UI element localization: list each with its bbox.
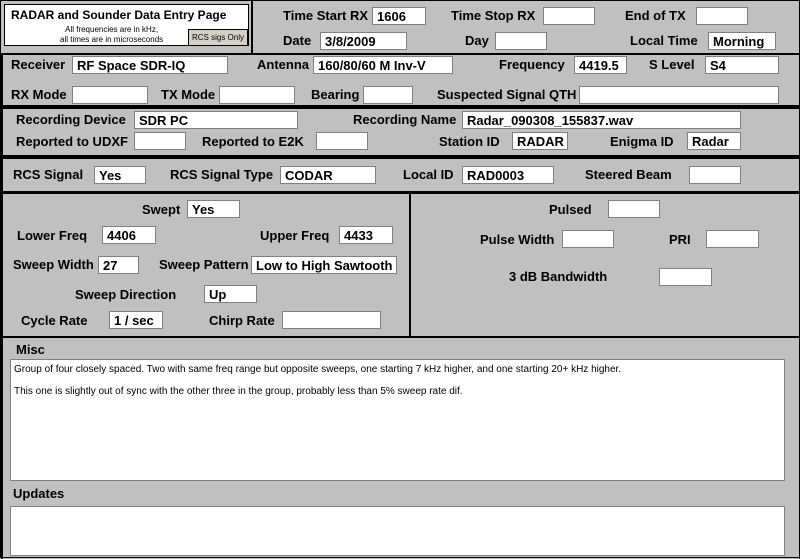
- pulse-width-label: Pulse Width: [480, 232, 555, 247]
- tx-mode-field[interactable]: [219, 86, 295, 104]
- swept-field[interactable]: Yes: [187, 200, 240, 218]
- e2k-field[interactable]: [316, 132, 368, 150]
- pulsed-field[interactable]: [608, 200, 660, 218]
- rx-mode-label: RX Mode: [11, 87, 67, 102]
- rcs-signal-label: RCS Signal: [13, 167, 84, 182]
- misc-line-2: This one is slightly out of sync with the other three in the group, probably less than 5% sweep rate dif.: [14, 386, 463, 397]
- recording-device-label: Recording Device: [16, 112, 126, 127]
- sweep-direction-label: Sweep Direction: [75, 287, 177, 302]
- title-panel: [4, 4, 249, 46]
- local-time-label: Local Time: [630, 33, 698, 48]
- pulse-width-field[interactable]: [562, 230, 614, 248]
- tx-mode-label: TX Mode: [161, 87, 216, 102]
- antenna-label: Antenna: [257, 57, 309, 72]
- udxf-label: Reported to UDXF: [16, 134, 128, 149]
- cycle-rate-label: Cycle Rate: [21, 313, 88, 328]
- pri-label: PRI: [669, 232, 691, 247]
- chirp-rate-label: Chirp Rate: [209, 313, 275, 328]
- qth-field[interactable]: [579, 86, 779, 104]
- misc-label: Misc: [16, 342, 45, 357]
- rx-mode-field[interactable]: [72, 86, 148, 104]
- updates-textarea[interactable]: [10, 506, 785, 556]
- date-field[interactable]: 3/8/2009: [320, 32, 407, 50]
- sweep-width-field[interactable]: 27: [98, 256, 139, 274]
- units-note: All frequencies are in kHz, all times are in microseconds: [60, 25, 164, 44]
- page-title: RADAR and Sounder Data Entry Page: [11, 8, 227, 22]
- enigma-id-field[interactable]: Radar: [687, 132, 741, 150]
- cycle-rate-field[interactable]: 1 / sec: [109, 311, 163, 329]
- bandwidth-label: 3 dB Bandwidth: [509, 269, 608, 284]
- lower-freq-label: Lower Freq: [17, 228, 88, 243]
- rcs-type-field[interactable]: CODAR: [280, 166, 376, 184]
- time-start-rx-label: Time Start RX: [283, 8, 369, 23]
- antenna-field[interactable]: 160/80/60 M Inv-V: [313, 56, 453, 74]
- receiver-field[interactable]: RF Space SDR-IQ: [72, 56, 228, 74]
- qth-label: Suspected Signal QTH: [437, 87, 577, 102]
- s-level-field[interactable]: S4: [705, 56, 779, 74]
- bandwidth-field[interactable]: [659, 268, 712, 286]
- lower-freq-field[interactable]: 4406: [102, 226, 156, 244]
- local-id-label: Local ID: [403, 167, 454, 182]
- misc-line-1: Group of four closely spaced. Two with same freq range but opposite sweeps, one starting 7 kHz higher, and one starting 20+ kHz higher.: [14, 364, 622, 375]
- time-stop-rx-field[interactable]: [543, 7, 595, 25]
- e2k-label: Reported to E2K: [202, 134, 304, 149]
- sweep-width-label: Sweep Width: [13, 257, 94, 272]
- bearing-field[interactable]: [363, 86, 413, 104]
- updates-label: Updates: [13, 486, 65, 501]
- time-start-rx-field[interactable]: 1606: [372, 7, 426, 25]
- date-label: Date: [283, 33, 312, 48]
- frequency-field[interactable]: 4419.5: [574, 56, 627, 74]
- end-of-tx-field[interactable]: [696, 7, 748, 25]
- frequency-label: Frequency: [499, 57, 565, 72]
- s-level-label: S Level: [649, 57, 695, 72]
- local-time-field[interactable]: Morning: [708, 32, 776, 50]
- pulsed-label: Pulsed: [549, 202, 592, 217]
- station-id-field[interactable]: RADAR: [512, 132, 568, 150]
- sweep-pattern-field[interactable]: Low to High Sawtooth: [251, 256, 397, 274]
- day-field[interactable]: [495, 32, 547, 50]
- steered-beam-label: Steered Beam: [585, 167, 672, 182]
- end-of-tx-label: End of TX: [625, 8, 686, 23]
- recording-device-field[interactable]: SDR PC: [134, 111, 298, 129]
- udxf-field[interactable]: [134, 132, 186, 150]
- steered-beam-field[interactable]: [689, 166, 741, 184]
- sweep-direction-field[interactable]: Up: [204, 285, 257, 303]
- recording-name-field[interactable]: Radar_090308_155837.wav: [462, 111, 741, 129]
- upper-freq-label: Upper Freq: [260, 228, 330, 243]
- upper-freq-field[interactable]: 4433: [339, 226, 393, 244]
- time-stop-rx-label: Time Stop RX: [451, 8, 536, 23]
- chirp-rate-field[interactable]: [282, 311, 381, 329]
- bearing-label: Bearing: [311, 87, 360, 102]
- misc-textarea[interactable]: [10, 359, 785, 481]
- day-label: Day: [465, 33, 489, 48]
- recording-name-label: Recording Name: [353, 112, 457, 127]
- rcs-type-label: RCS Signal Type: [170, 167, 274, 182]
- local-id-field[interactable]: RAD0003: [462, 166, 554, 184]
- pulsed-section: [409, 192, 800, 338]
- enigma-id-label: Enigma ID: [610, 134, 674, 149]
- swept-label: Swept: [142, 202, 181, 217]
- receiver-label: Receiver: [11, 57, 66, 72]
- station-id-label: Station ID: [439, 134, 500, 149]
- sweep-pattern-label: Sweep Pattern: [159, 257, 249, 272]
- rcs-sigs-only-button[interactable]: RCS sigs Only: [188, 29, 248, 46]
- pri-field[interactable]: [706, 230, 759, 248]
- rcs-signal-field[interactable]: Yes: [94, 166, 146, 184]
